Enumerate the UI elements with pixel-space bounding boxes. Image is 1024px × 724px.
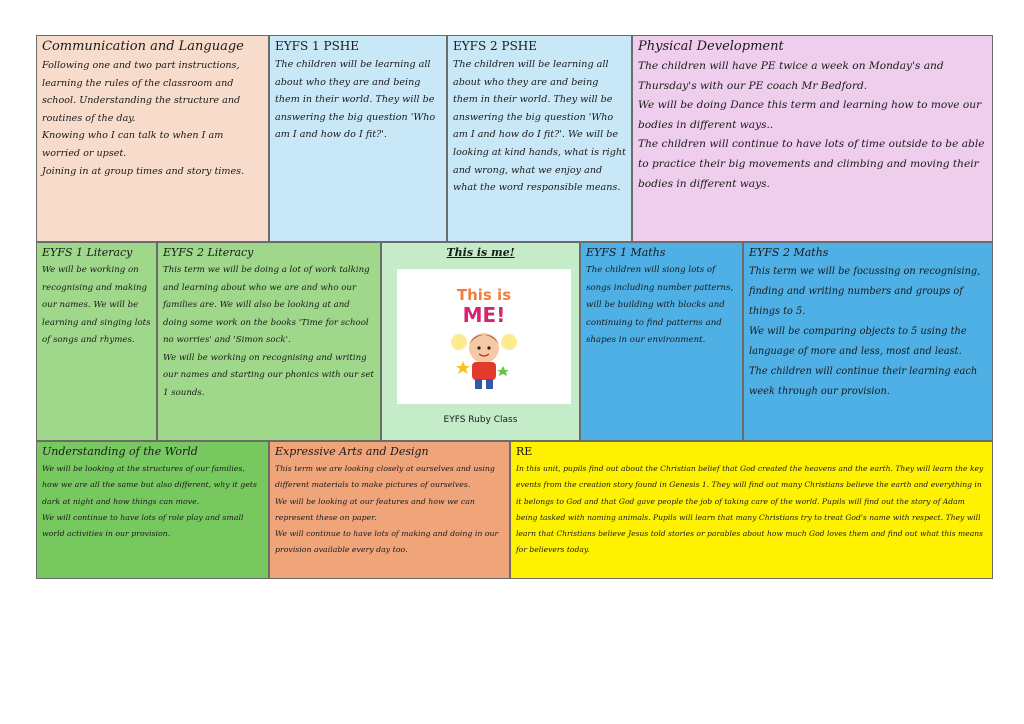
eyfs1-pshe-text: The children will be learning all about who they are and being them in their world. They will be answering the big question 'Who am I and how do I fit?'. [275, 59, 436, 141]
communication-language-title: Communication and Language [42, 39, 244, 54]
this-is-me-title: This is me! [446, 246, 515, 259]
this-is-me-caption: EYFS Ruby Class [443, 415, 518, 425]
expressive-arts-box [269, 441, 510, 579]
eyfs2-literacy-title: EYFS 2 Literacy [163, 246, 254, 259]
eyfs2-literacy-line-1: This term we will be doing a lot of work talking and learning about who we are and who our families are. We will also be looking at and doing some work on the books 'Time for school no worries' and 'Simon sock'. [163, 265, 370, 345]
physical-line-1: The children will have PE twice a week on Monday's and Thursday's with our PE coach Mr Bedford. [638, 60, 944, 92]
eyfs1-literacy-title: EYFS 1 Literacy [42, 246, 133, 259]
communication-language-box [36, 35, 269, 242]
communication-line-3: Joining in at group times and story times. [42, 165, 245, 177]
child-illustration-icon [439, 282, 529, 392]
eyfs2-literacy-line-2: We will be working on recognising and writing our names and starting our phonics with our set 1 sounds. [163, 352, 374, 398]
image-text-this-is: This is [456, 285, 512, 304]
this-is-me-box [381, 242, 580, 441]
understanding-world-box [36, 441, 269, 579]
re-title: RE [516, 445, 533, 458]
expressive-arts-title: Expressive Arts and Design [275, 445, 429, 458]
eyfs1-literacy-text: We will be working on recognising and making our names. We will be learning and singing lots of songs and rhymes. [42, 265, 151, 345]
understanding-world-line-1: We will be looking at the structures of our families, how we are all the same but also different, why it gets dark at night and how things can move. [42, 464, 258, 506]
understanding-world-line-2: We will continue to have lots of role play and small world activities in our provision. [42, 512, 244, 539]
eyfs2-maths-line-2: We will be comparing objects to 5 using the language of more and less, most and least. [749, 326, 967, 357]
expressive-arts-line-3: We will continue to have lots of making and doing in our provision available every day too. [275, 529, 499, 555]
eyfs1-pshe-title: EYFS 1 PSHE [275, 39, 360, 53]
physical-line-2: We will be doing Dance this term and learning how to move our bodies in different ways.. [638, 99, 982, 131]
eyfs1-maths-title: EYFS 1 Maths [586, 246, 666, 259]
eyfs1-maths-box [580, 242, 743, 441]
re-text: In this unit, pupils find out about the Christian belief that God created the heavens and the earth. They will learn the key events from the creation story found in Genesis 1. They will find out many Christians believe the earth and everything in it belongs to God and that God gave people the job of taking care of the world. Pupils will find out the story of Adam being tasked with naming animals. Pupils will learn that many Christians try to treat God's name with respect. They will learn that Christians believe Jesus told stories or parables about how much God loves them and find out what this means for believers today. [516, 464, 984, 555]
this-is-me-image [397, 269, 571, 404]
eyfs2-maths-title: EYFS 2 Maths [749, 246, 829, 259]
communication-line-2: Knowing who I can talk to when I am worried or upset. [42, 130, 224, 159]
physical-development-title: Physical Development [638, 39, 784, 54]
topic-web-grid [36, 35, 993, 579]
eyfs2-pshe-box [447, 35, 632, 242]
expressive-arts-line-1: This term we are looking closely at ourselves and using different materials to make pictures of ourselves. [275, 464, 495, 490]
eyfs2-pshe-text: The children will be learning all about who they are and being them in their world. They will be answering the big question 'Who am I and how do I fit?'. We will be looking at kind hands, what is right and wrong, what we enjoy and what the word responsible means. [453, 59, 626, 194]
understanding-world-title: Understanding of the World [42, 445, 198, 458]
expressive-arts-line-2: We will be looking at our features and how we can represent these on paper. [275, 496, 475, 522]
eyfs2-literacy-box [157, 242, 381, 441]
eyfs1-literacy-box [36, 242, 157, 441]
physical-line-3: The children will continue to have lots of time outside to be able to practice their big movements and climbing and moving their bodies in different ways. [638, 138, 985, 190]
eyfs2-maths-line-3: The children will continue their learning each week through our provision. [749, 366, 978, 397]
eyfs2-maths-box [743, 242, 993, 441]
eyfs2-maths-line-1: This term we will be focussing on recognising, finding and writing numbers and groups of things to 5. [749, 266, 981, 317]
physical-development-box [632, 35, 993, 242]
eyfs1-maths-text: The children will siong lots of songs including number patterns, will be building with blocks and continuing to find patterns and shapes in our environment. [586, 265, 734, 345]
re-box [510, 441, 993, 579]
communication-line-1: Following one and two part instructions, learning the rules of the classroom and school. Understanding the structure and routines of the day. [42, 60, 241, 124]
eyfs1-pshe-box [269, 35, 447, 242]
eyfs2-pshe-title: EYFS 2 PSHE [453, 39, 538, 53]
image-text-me: ME! [462, 302, 506, 327]
